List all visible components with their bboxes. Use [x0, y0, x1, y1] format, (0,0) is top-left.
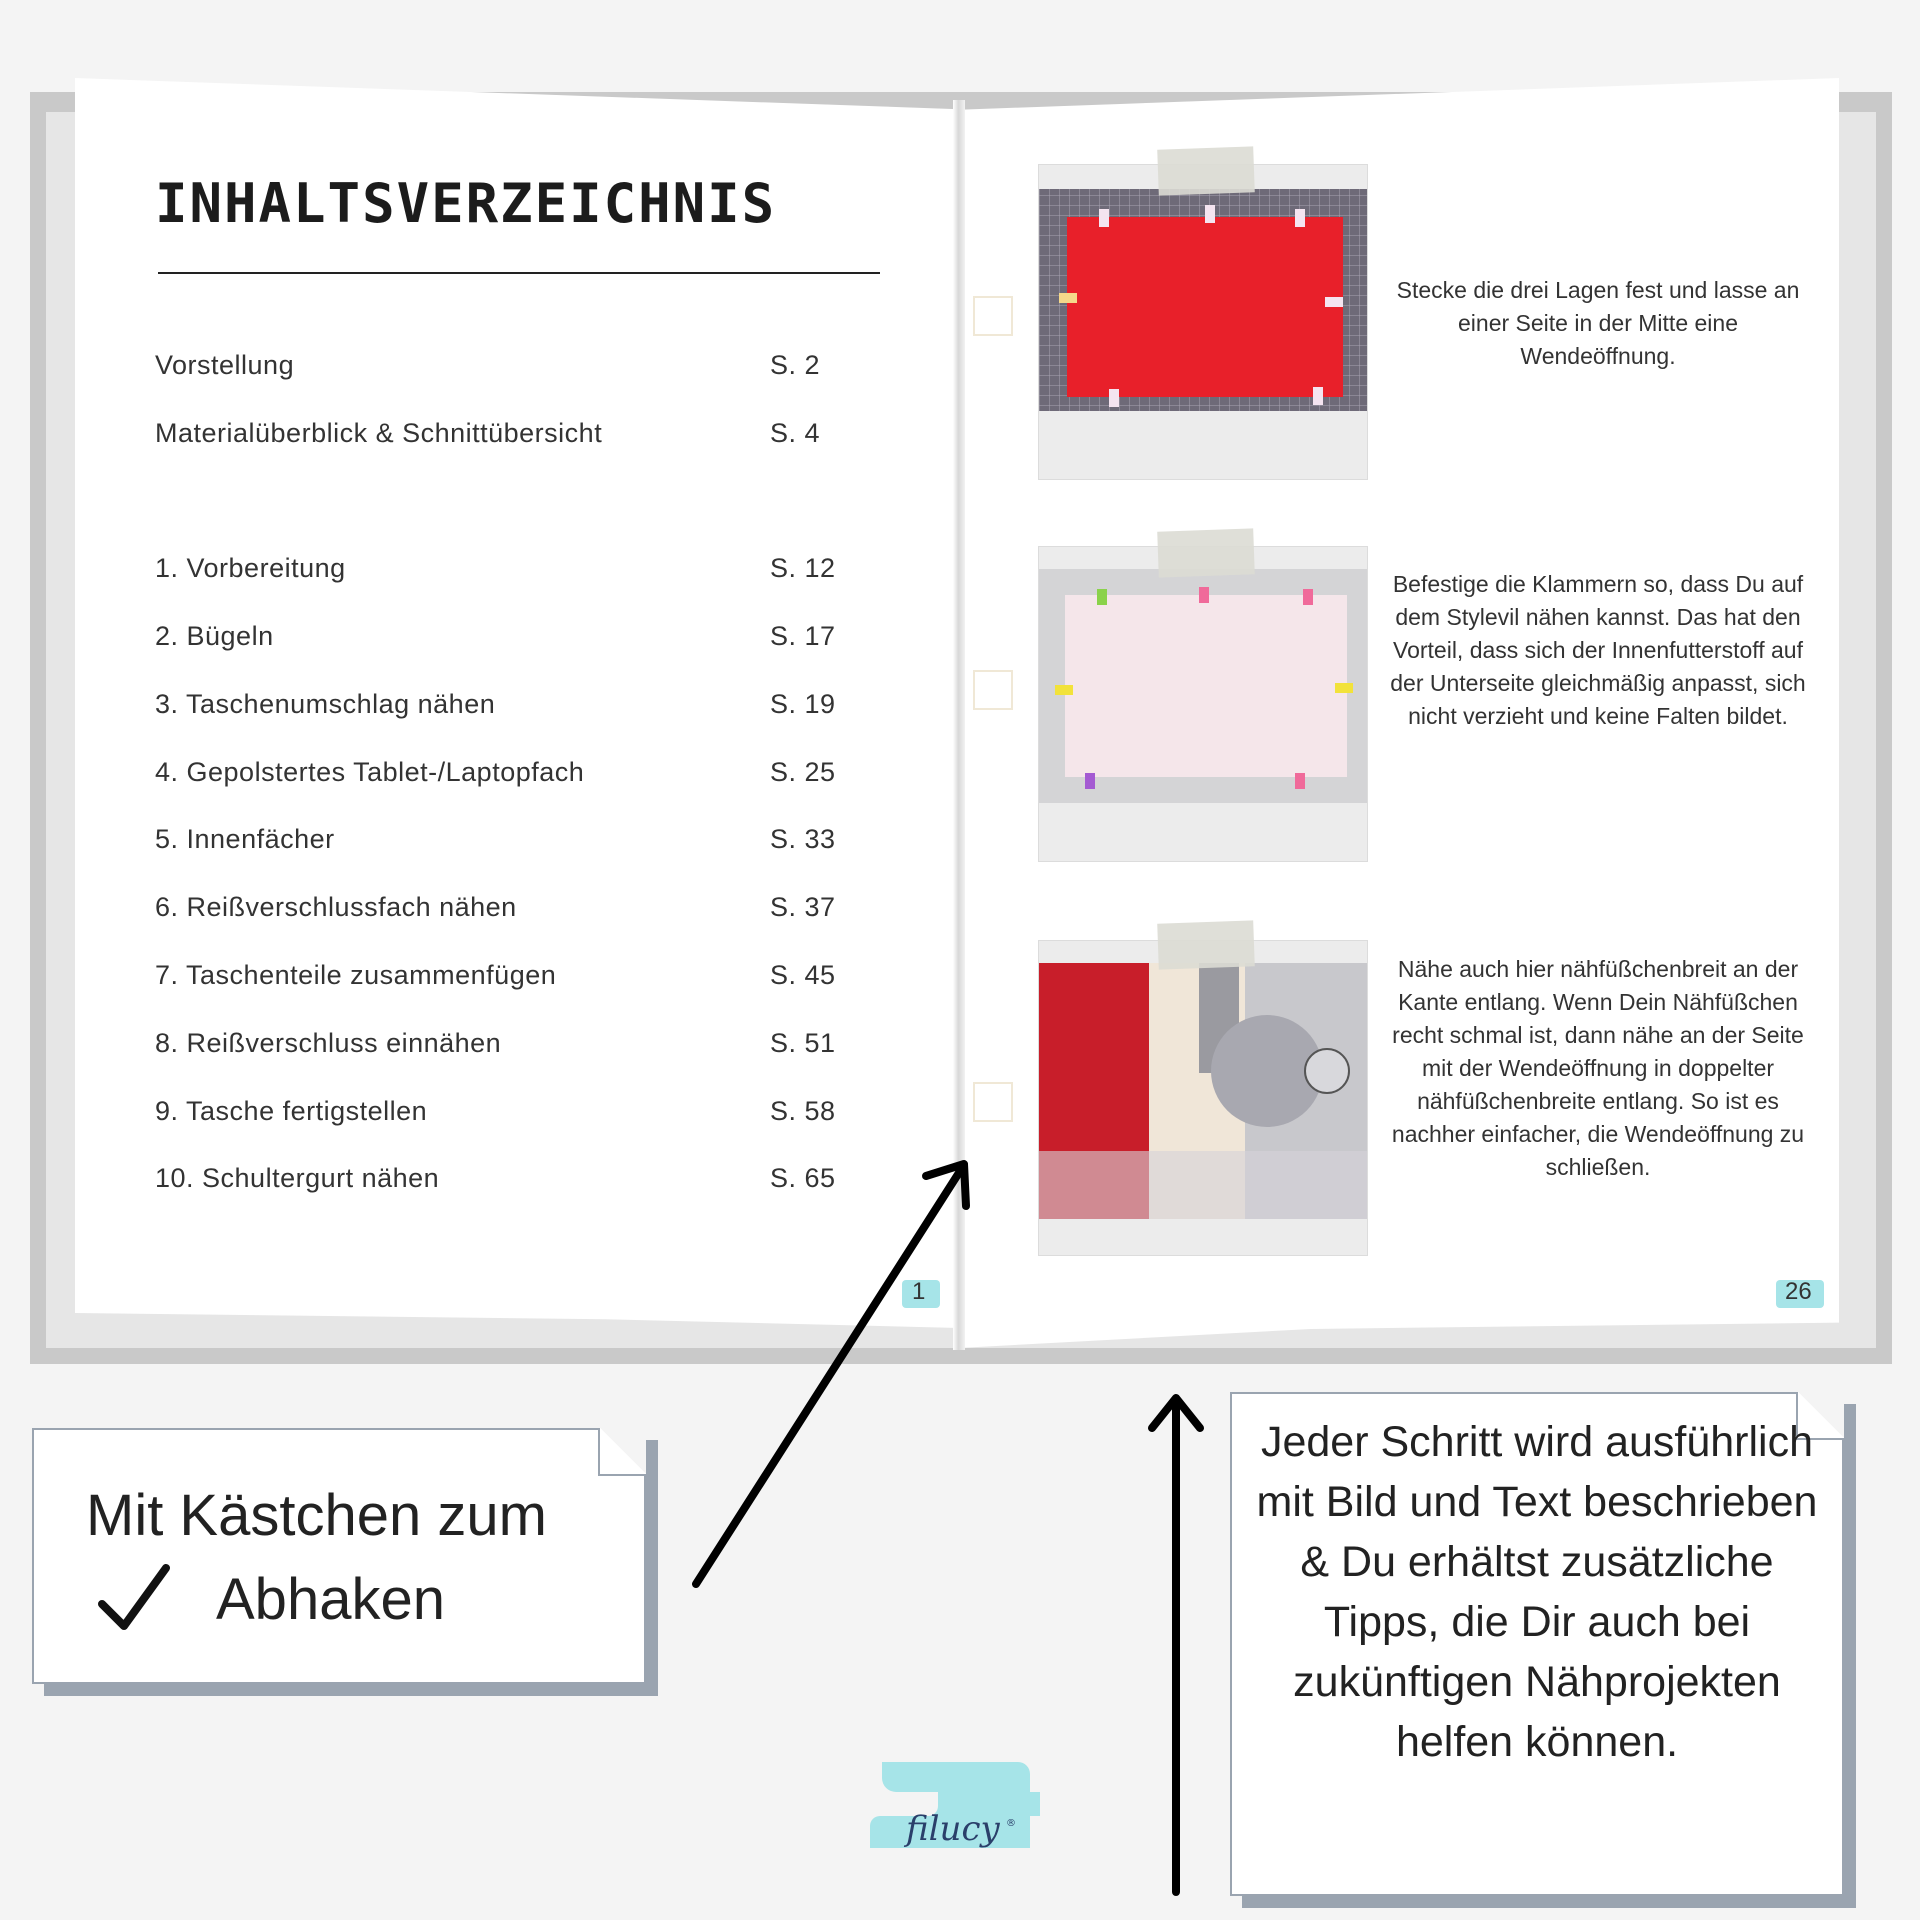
step-text-3: Nähe auch hier nähfüßchenbreit an der Kante entlang. Wenn Dein Nähfüßchen recht schmal ist, dann nähe an der Seite mit der Wendeöffnung in doppelter nähfüßchenbreite entlang. So ist es nachher einfacher, die Wendeöffnung zu schließen. — [1391, 956, 1805, 1180]
toc-page: S. 25 — [770, 757, 836, 787]
step-text-2: Befestige die Klammern so, dass Du auf dem Stylevil nähen kannst. Das hat den Vorteil, dass sich der Innenfutterstoff auf der Unterseite gleichmäßig anpasst, sich nicht verzieht und keine Falten bildet. — [1390, 571, 1806, 729]
toc-page: S. 58 — [770, 1096, 836, 1126]
toc-page: S. 33 — [770, 824, 836, 854]
step-text-1: Stecke die drei Lagen fest und lasse an einer Seite in der Mitte eine Wendeöffnung. — [1396, 277, 1800, 369]
toc-label: 4. Gepolstertes Tablet-/Laptopfach — [155, 757, 585, 787]
brand-name: filucy — [906, 1809, 1000, 1849]
toc-page: S. 12 — [770, 553, 836, 583]
toc-page: S. 45 — [770, 960, 836, 990]
toc-label: Materialüberblick & Schnittübersicht — [155, 418, 603, 448]
callout-description: Jeder Schritt wird ausführlich mit Bild und Text beschrieben & Du erhältst zusätzliche Tipps, die Dir auch bei zukünftigen Nähprojekten helfen können. — [1256, 1418, 1818, 1766]
callout-line-2: Abhaken — [216, 1567, 445, 1632]
callout-steps — [1230, 1392, 1844, 1896]
toc-page: S. 37 — [770, 892, 836, 922]
note-fold — [598, 1428, 646, 1476]
sewing-machine-logo-icon — [868, 1752, 1054, 1856]
toc-page: S. 51 — [770, 1028, 836, 1058]
toc-label: 7. Taschenteile zusammenfügen — [155, 960, 557, 990]
toc-page: S. 19 — [770, 689, 836, 719]
toc-label: Vorstellung — [155, 350, 295, 380]
right-page-number: 26 — [1785, 1278, 1812, 1305]
toc-label: 9. Tasche fertigstellen — [155, 1096, 428, 1126]
brand-registered: ® — [1006, 1818, 1016, 1829]
toc-page: S. 2 — [770, 350, 821, 380]
toc-page: S. 65 — [770, 1163, 836, 1193]
toc-label: 8. Reißverschluss einnähen — [155, 1028, 502, 1058]
toc-label: 10. Schultergurt nähen — [155, 1163, 440, 1193]
toc-label: 6. Reißverschlussfach nähen — [155, 892, 517, 922]
toc-label: 5. Innenfächer — [155, 824, 335, 854]
left-page-number: 1 — [912, 1278, 926, 1305]
toc-page: S. 4 — [770, 418, 821, 448]
arrow-to-steps — [1152, 1398, 1200, 1892]
arrow-to-checkboxes — [696, 1164, 966, 1584]
toc-label: 3. Taschenumschlag nähen — [155, 689, 496, 719]
checkmark-icon — [94, 1560, 174, 1640]
callout-line-1: Mit Kästchen zum — [86, 1483, 547, 1548]
toc-title: INHALTSVERZEICHNIS — [155, 172, 777, 235]
toc-page: S. 17 — [770, 621, 836, 651]
toc-label: 1. Vorbereitung — [155, 553, 346, 583]
toc-label: 2. Bügeln — [155, 621, 274, 651]
callout-checkboxes — [32, 1428, 646, 1684]
